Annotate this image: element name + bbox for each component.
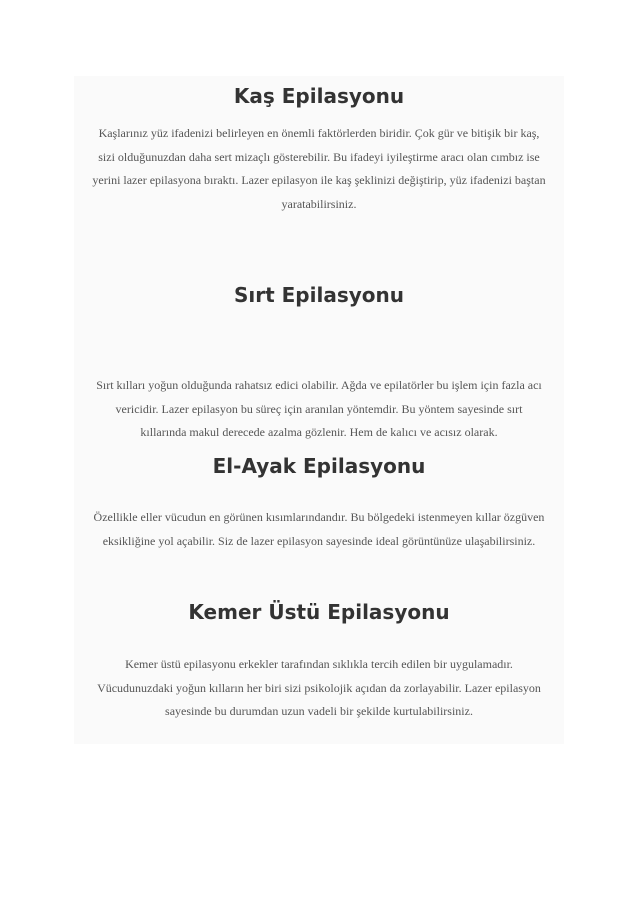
text-line: Kemer üstü epilasyonu erkekler tarafından sıklıkla tercih edilen bir uygulamadır.: [125, 657, 513, 671]
section-text-kemer-ustu: [76, 653, 562, 724]
text-line: Özellikle eller vücudun en görünen kısımlarındandır. Bu bölgedeki istenmeyen kıllar özgüven: [93, 510, 545, 524]
section-title-sirt: Sırt Epilasyonu: [234, 283, 404, 307]
text-line: yaratabilirsiniz.: [281, 196, 357, 211]
section-text-kas: [76, 122, 562, 216]
section-text-el-ayak: [76, 506, 562, 553]
text-line: sizi olduğunuzdan daha sert mizaçlı gösterebilir. Bu ifadeyi iyileştirme aracı olan cımbız ise: [98, 149, 540, 164]
text-line: Vücudunuzdaki yoğun kılların her biri sizi psikolojik açıdan da zorlayabilir. Lazer epilasyon: [97, 680, 541, 695]
text-line: Sırt kılları yoğun olduğunda rahatsız edici olabilir. Ağda ve epilatörler bu işlem için fazla acı: [96, 378, 542, 392]
text-line: vericidir. Lazer epilasyon bu süreç için aranılan yöntemdir. Bu yöntem sayesinde sırt: [115, 401, 523, 416]
text-line: kıllarında makul derecede azalma gözlenir. Hem de kalıcı ve acısız olarak.: [140, 425, 498, 439]
text-line: sayesinde bu durumdan uzun vadeli bir şekilde kurtulabilirsiniz.: [165, 704, 473, 718]
text-line: yerini lazer epilasyona bıraktı. Lazer epilasyon ile kaş şeklinizi değiştirip, yüz ifadenizi baştan: [92, 173, 546, 187]
section-title-kas: Kaş Epilasyonu: [233, 84, 405, 108]
section-title-el-ayak: El-Ayak Epilasyonu: [212, 454, 426, 478]
section-title-kemer-ustu: Kemer Üstü Epilasyonu: [188, 600, 450, 624]
text-line: eksikliğine yol açabilir. Siz de lazer epilasyon sayesinde ideal görüntünüze ulaşabilirsiniz.: [102, 533, 536, 548]
text-line: Kaşlarınız yüz ifadenizi belirleyen en önemli faktörlerden biridir. Çok gür ve bitişik bir kaş,: [98, 126, 540, 140]
section-text-sirt: [76, 374, 562, 445]
